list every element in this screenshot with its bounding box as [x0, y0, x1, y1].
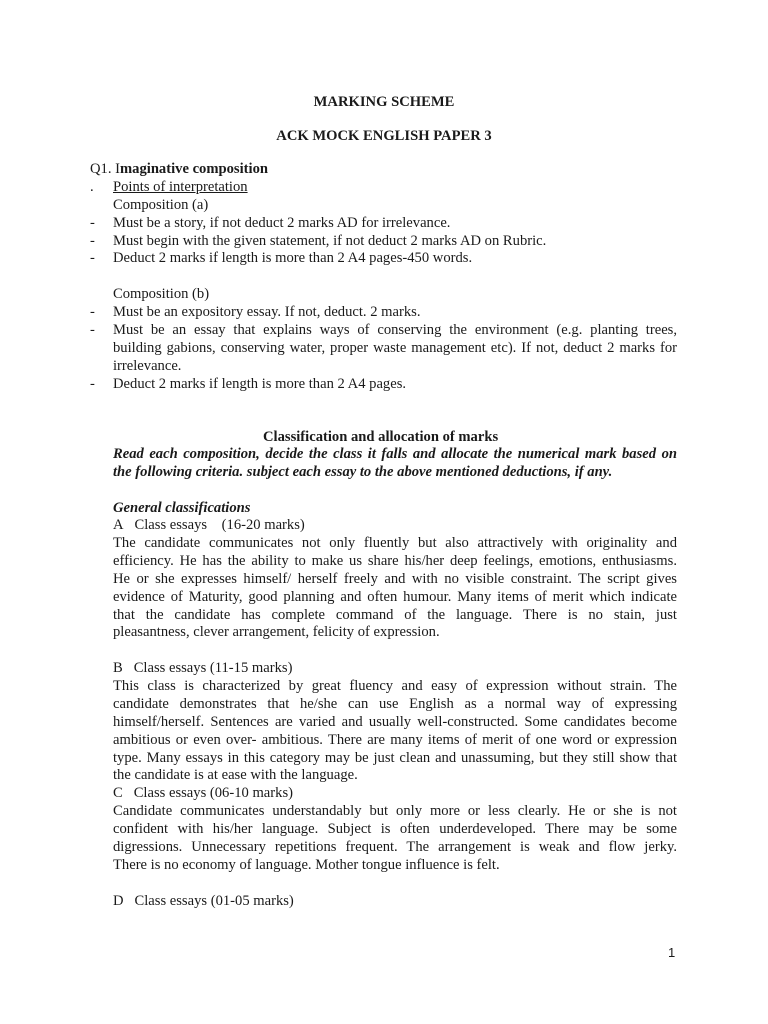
text-line: confident with his/her language. Subject is often underdeveloped. There may be some: [113, 820, 677, 837]
bullet-item: Must be an expository essay. If not, deduct. 2 marks.: [113, 304, 421, 320]
general-classifications-heading: General classifications: [113, 500, 251, 516]
text-line: that the candidate has complete command of the language. There is no stain, just: [113, 606, 677, 623]
class-c-description: [113, 803, 677, 875]
text-line: Read each composition, decide the class it falls and allocate the numerical mark based on: [113, 446, 677, 462]
class-letter: D: [113, 893, 124, 909]
text-line: digressions. Unnecessary repetitions frequent. The arrangement is weak and flow jerky.: [113, 838, 677, 855]
class-letter: B: [113, 660, 123, 676]
document-subtitle: ACK MOCK ENGLISH PAPER 3: [276, 128, 492, 144]
bullet-dash: -: [90, 304, 95, 320]
class-letter: A: [113, 517, 124, 533]
text-line: himself/herself. Sentences are varied and usually well-constructed. Some candidates become: [113, 713, 677, 730]
text-line: efficiency. He has the ability to make us share his/her deep feelings, emotions, enthusiasms.: [113, 552, 677, 569]
bullet-item: [113, 322, 677, 376]
text-line: irrelevance.: [113, 357, 182, 374]
text-line: evidence of Maturity, good planning and often humour. Many items of merit which indicate: [113, 588, 677, 605]
bullet-item: Must begin with the given statement, if not deduct 2 marks AD on Rubric.: [113, 233, 547, 249]
question-title: maginative composition: [120, 161, 268, 177]
classification-heading: Classification and allocation of marks: [263, 429, 499, 445]
class-label: Class essays (11-15 marks): [133, 660, 293, 676]
text-line: This class is characterized by great fluency and easy of expression without strain. The: [113, 678, 677, 694]
class-label: Class essays (01-05 marks): [134, 893, 294, 909]
class-a-heading: [113, 517, 305, 535]
text-line: type. Many essays in this category may be just clean and unassuming, but they still show that: [113, 749, 677, 766]
bullet-item: Must be a story, if not deduct 2 marks AD for irrelevance.: [113, 215, 451, 231]
class-b-description: [113, 678, 677, 785]
class-a-description: [113, 535, 677, 642]
class-label: Class essays: [134, 517, 208, 533]
bullet-dash: -: [90, 322, 95, 338]
bullet-dash: -: [90, 215, 95, 231]
question-initial: I: [115, 161, 121, 177]
text-line: building gabions, conserving water, proper waste management etc). If not, deduct 2 marks for: [113, 339, 677, 356]
bullet-dash: -: [90, 233, 95, 249]
question-heading: [90, 161, 268, 179]
class-b-heading: [113, 660, 292, 678]
text-line: the candidate is at ease with the language.: [113, 767, 358, 784]
question-number: Q1.: [90, 161, 116, 177]
composition-b-label: Composition (b): [113, 286, 210, 302]
list-marker: .: [90, 179, 94, 195]
text-line: He or she expresses himself/ herself freely and with no visible constraint. The script gives: [113, 570, 677, 587]
class-c-heading: [113, 785, 293, 803]
text-line: There is no economy of language. Mother tongue influence is felt.: [113, 856, 500, 873]
bullet-item: Deduct 2 marks if length is more than 2 A4 pages.: [113, 376, 407, 392]
text-line: Candidate communicates understandably but only more or less clearly. He or she is not: [113, 803, 677, 819]
class-label: Class essays (06-10 marks): [133, 785, 293, 801]
bullet-item: Deduct 2 marks if length is more than 2 A4 pages-450 words.: [113, 250, 473, 266]
page-number: 1: [668, 945, 676, 960]
bullet-dash: -: [90, 376, 95, 392]
document-title: MARKING SCHEME: [313, 94, 455, 110]
class-d-heading: [113, 893, 294, 911]
composition-a-label: Composition (a): [113, 197, 209, 213]
text-line: The candidate communicates not only fluently but also attractively with originality and: [113, 535, 677, 551]
text-line: candidate demonstrates that he/she can use English as a normal way of expressing: [113, 695, 677, 712]
classification-instructions: [113, 446, 677, 482]
text-line: the following criteria. subject each essay to the above mentioned deductions, if any.: [113, 463, 613, 480]
text-line: Must be an essay that explains ways of conserving the environment (e.g. planting trees,: [113, 322, 677, 338]
bullet-dash: -: [90, 250, 95, 266]
class-letter: C: [113, 785, 123, 801]
text-line: pleasantness, clever arrangement, felicity of expression.: [113, 624, 440, 641]
class-marks: (16-20 marks): [221, 517, 305, 533]
text-line: ambitious or even over- ambitious. There are many items of merit of one word or expression: [113, 731, 677, 748]
interpretation-label: Points of interpretation: [113, 179, 248, 195]
